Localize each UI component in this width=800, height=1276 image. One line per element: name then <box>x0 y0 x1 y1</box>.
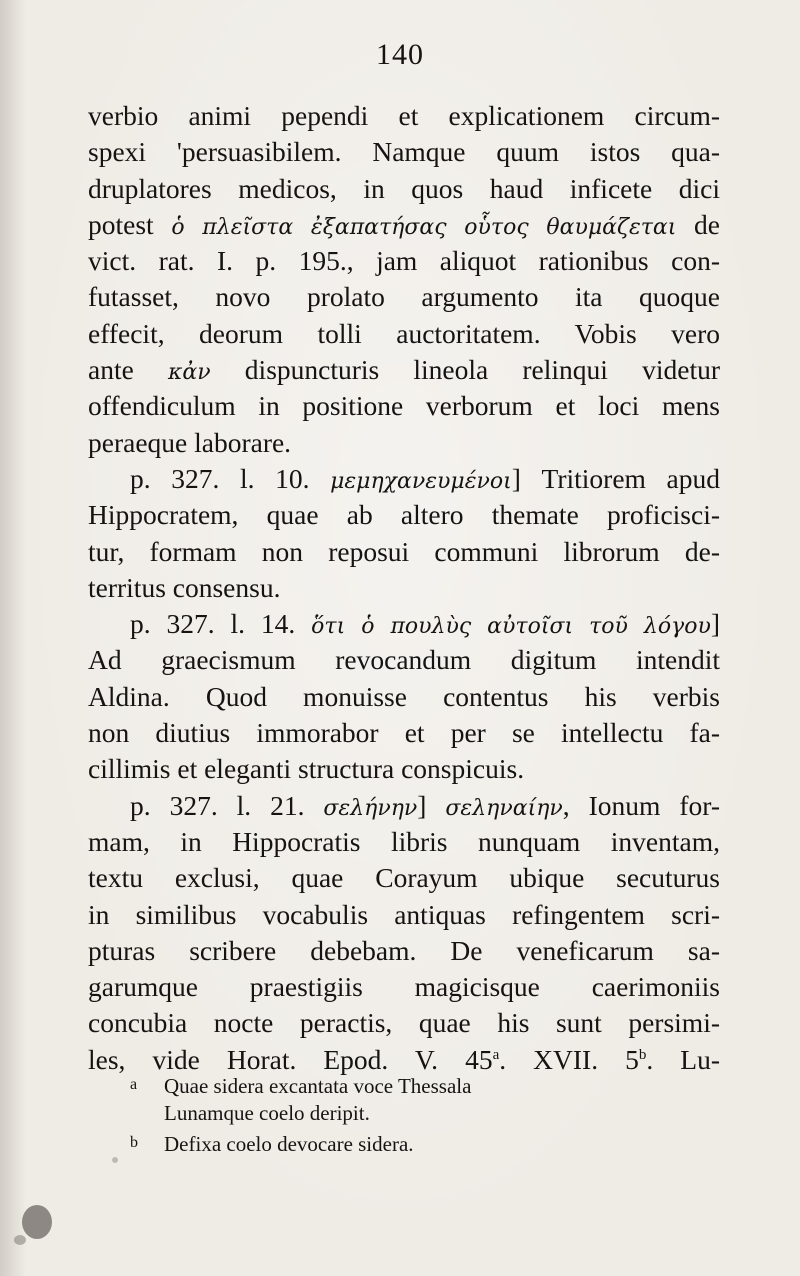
text-line <box>88 134 720 170</box>
text-segment: druplatores medicos, in quos haud inficete dici <box>88 172 720 204</box>
text-line <box>88 279 720 315</box>
greek-quotation: κἀν <box>167 360 211 386</box>
footnote-text: Lunamque coelo deripit. <box>164 1101 370 1125</box>
text-segment: . XVII. 5 <box>499 1043 639 1075</box>
footnote-line <box>130 1070 690 1099</box>
greek-quotation: σελήνην <box>323 795 418 821</box>
footnote-text: Defixa coelo devocare sidera. <box>164 1132 414 1156</box>
text-segment: ] <box>710 608 721 640</box>
text-segment: non diutius immorabor et per se intellectu fa- <box>88 717 720 749</box>
greek-quotation: ὁ πλεῖστα ἐξαπατήσας οὗτος θαυμάζεται <box>171 214 677 240</box>
text-segment: textu exclusi, quae Corayum ubique secuturus <box>88 862 720 894</box>
footnote-mark: a <box>130 1076 138 1093</box>
text-segment: de <box>676 208 720 240</box>
text-segment: , Ionum for- <box>562 789 720 821</box>
text-line <box>88 171 720 207</box>
text-line <box>88 933 720 969</box>
text-segment: . Lu- <box>646 1043 720 1075</box>
footnote-reference: b <box>638 1046 647 1063</box>
greek-quotation: μεμηχανευμένοι <box>330 468 512 494</box>
text-segment: vict. rat. I. p. 195., jam aliquot rationibus con- <box>88 245 720 277</box>
footnote-line <box>130 1099 690 1128</box>
text-segment: in similibus vocabulis antiquas refingentem scri- <box>88 898 720 930</box>
text-segment: effecit, deorum tolli auctoritatem. Vobis vero <box>88 317 720 349</box>
text-line <box>88 461 720 497</box>
text-line <box>88 388 720 424</box>
text-line <box>88 751 720 787</box>
text-line <box>88 606 720 642</box>
text-line <box>88 1005 720 1041</box>
footnotes <box>130 1070 690 1157</box>
text-segment: dispuncturis lineola relinqui videtur <box>210 354 720 386</box>
text-segment: concubia nocte peractis, quae his sunt persimi- <box>88 1007 720 1039</box>
text-segment: p. 327. l. 14. <box>130 608 312 640</box>
text-line <box>88 860 720 896</box>
text-segment: Hippocratem, quae ab altero themate proficisci- <box>88 499 720 531</box>
text-line <box>88 425 720 461</box>
page-edge-shadow <box>0 0 26 1276</box>
text-segment: potest <box>88 208 172 240</box>
footnote-line <box>130 1128 690 1157</box>
text-segment: cillimis et eleganti structura conspicuis. <box>88 753 525 785</box>
ink-spot <box>14 1235 26 1245</box>
text-segment: ] Tritiorem apud <box>511 462 720 494</box>
footnote-text: Quae sidera excantata voce Thessala <box>164 1074 472 1098</box>
page-number: 140 <box>376 38 424 71</box>
text-line <box>88 788 720 824</box>
text-segment: p. 327. l. 21. <box>130 789 324 821</box>
text-line <box>88 570 720 606</box>
text-segment: tur, formam non reposui communi librorum de- <box>88 535 720 567</box>
text-segment: garumque praestigiis magicisque caerimoniis <box>88 971 720 1003</box>
text-line <box>88 715 720 751</box>
greek-quotation: ὅτι ὁ πουλὺς αὐτοῖσι τοῦ λόγου <box>311 614 711 640</box>
ink-spot <box>112 1157 118 1163</box>
text-segment: ante <box>88 354 168 386</box>
footnote-mark: b <box>130 1134 138 1151</box>
text-segment: verbio animi pependi et explicationem circum- <box>88 100 720 131</box>
text-segment: spexi 'persuasibilem. Namque quum istos qua- <box>88 136 720 168</box>
text-line <box>88 679 720 715</box>
text-segment: futasset, novo prolato argumento ita quoque <box>88 281 720 313</box>
text-line <box>88 352 720 388</box>
text-segment: Aldina. Quod monuisse contentus his verbis <box>88 680 720 712</box>
text-line <box>88 98 720 134</box>
text-line <box>88 897 720 933</box>
text-line <box>88 969 720 1005</box>
text-segment: les, vide Horat. Epod. V. 45 <box>88 1043 493 1075</box>
text-line <box>88 316 720 352</box>
text-segment: Ad graecismum revocandum digitum intendit <box>88 644 720 676</box>
body-text <box>88 98 720 1078</box>
text-line <box>88 207 720 243</box>
greek-quotation: σεληναίην <box>445 795 563 821</box>
text-segment: p. 327. l. 10. <box>130 462 331 494</box>
text-line <box>88 534 720 570</box>
text-line <box>88 824 720 860</box>
text-segment: territus consensu. <box>88 571 281 603</box>
text-segment: ] <box>417 789 446 821</box>
ink-spot <box>22 1205 52 1239</box>
text-segment: peraeque laborare. <box>88 426 292 458</box>
text-line <box>88 497 720 533</box>
text-segment: mam, in Hippocratis libris nunquam inventam, <box>88 825 720 857</box>
footnote-reference: a <box>492 1046 500 1063</box>
text-line <box>88 642 720 678</box>
text-segment: pturas scribere debebam. De veneficarum sa- <box>88 934 720 966</box>
text-segment: offendiculum in positione verborum et loci mens <box>88 390 720 422</box>
text-line <box>88 243 720 279</box>
